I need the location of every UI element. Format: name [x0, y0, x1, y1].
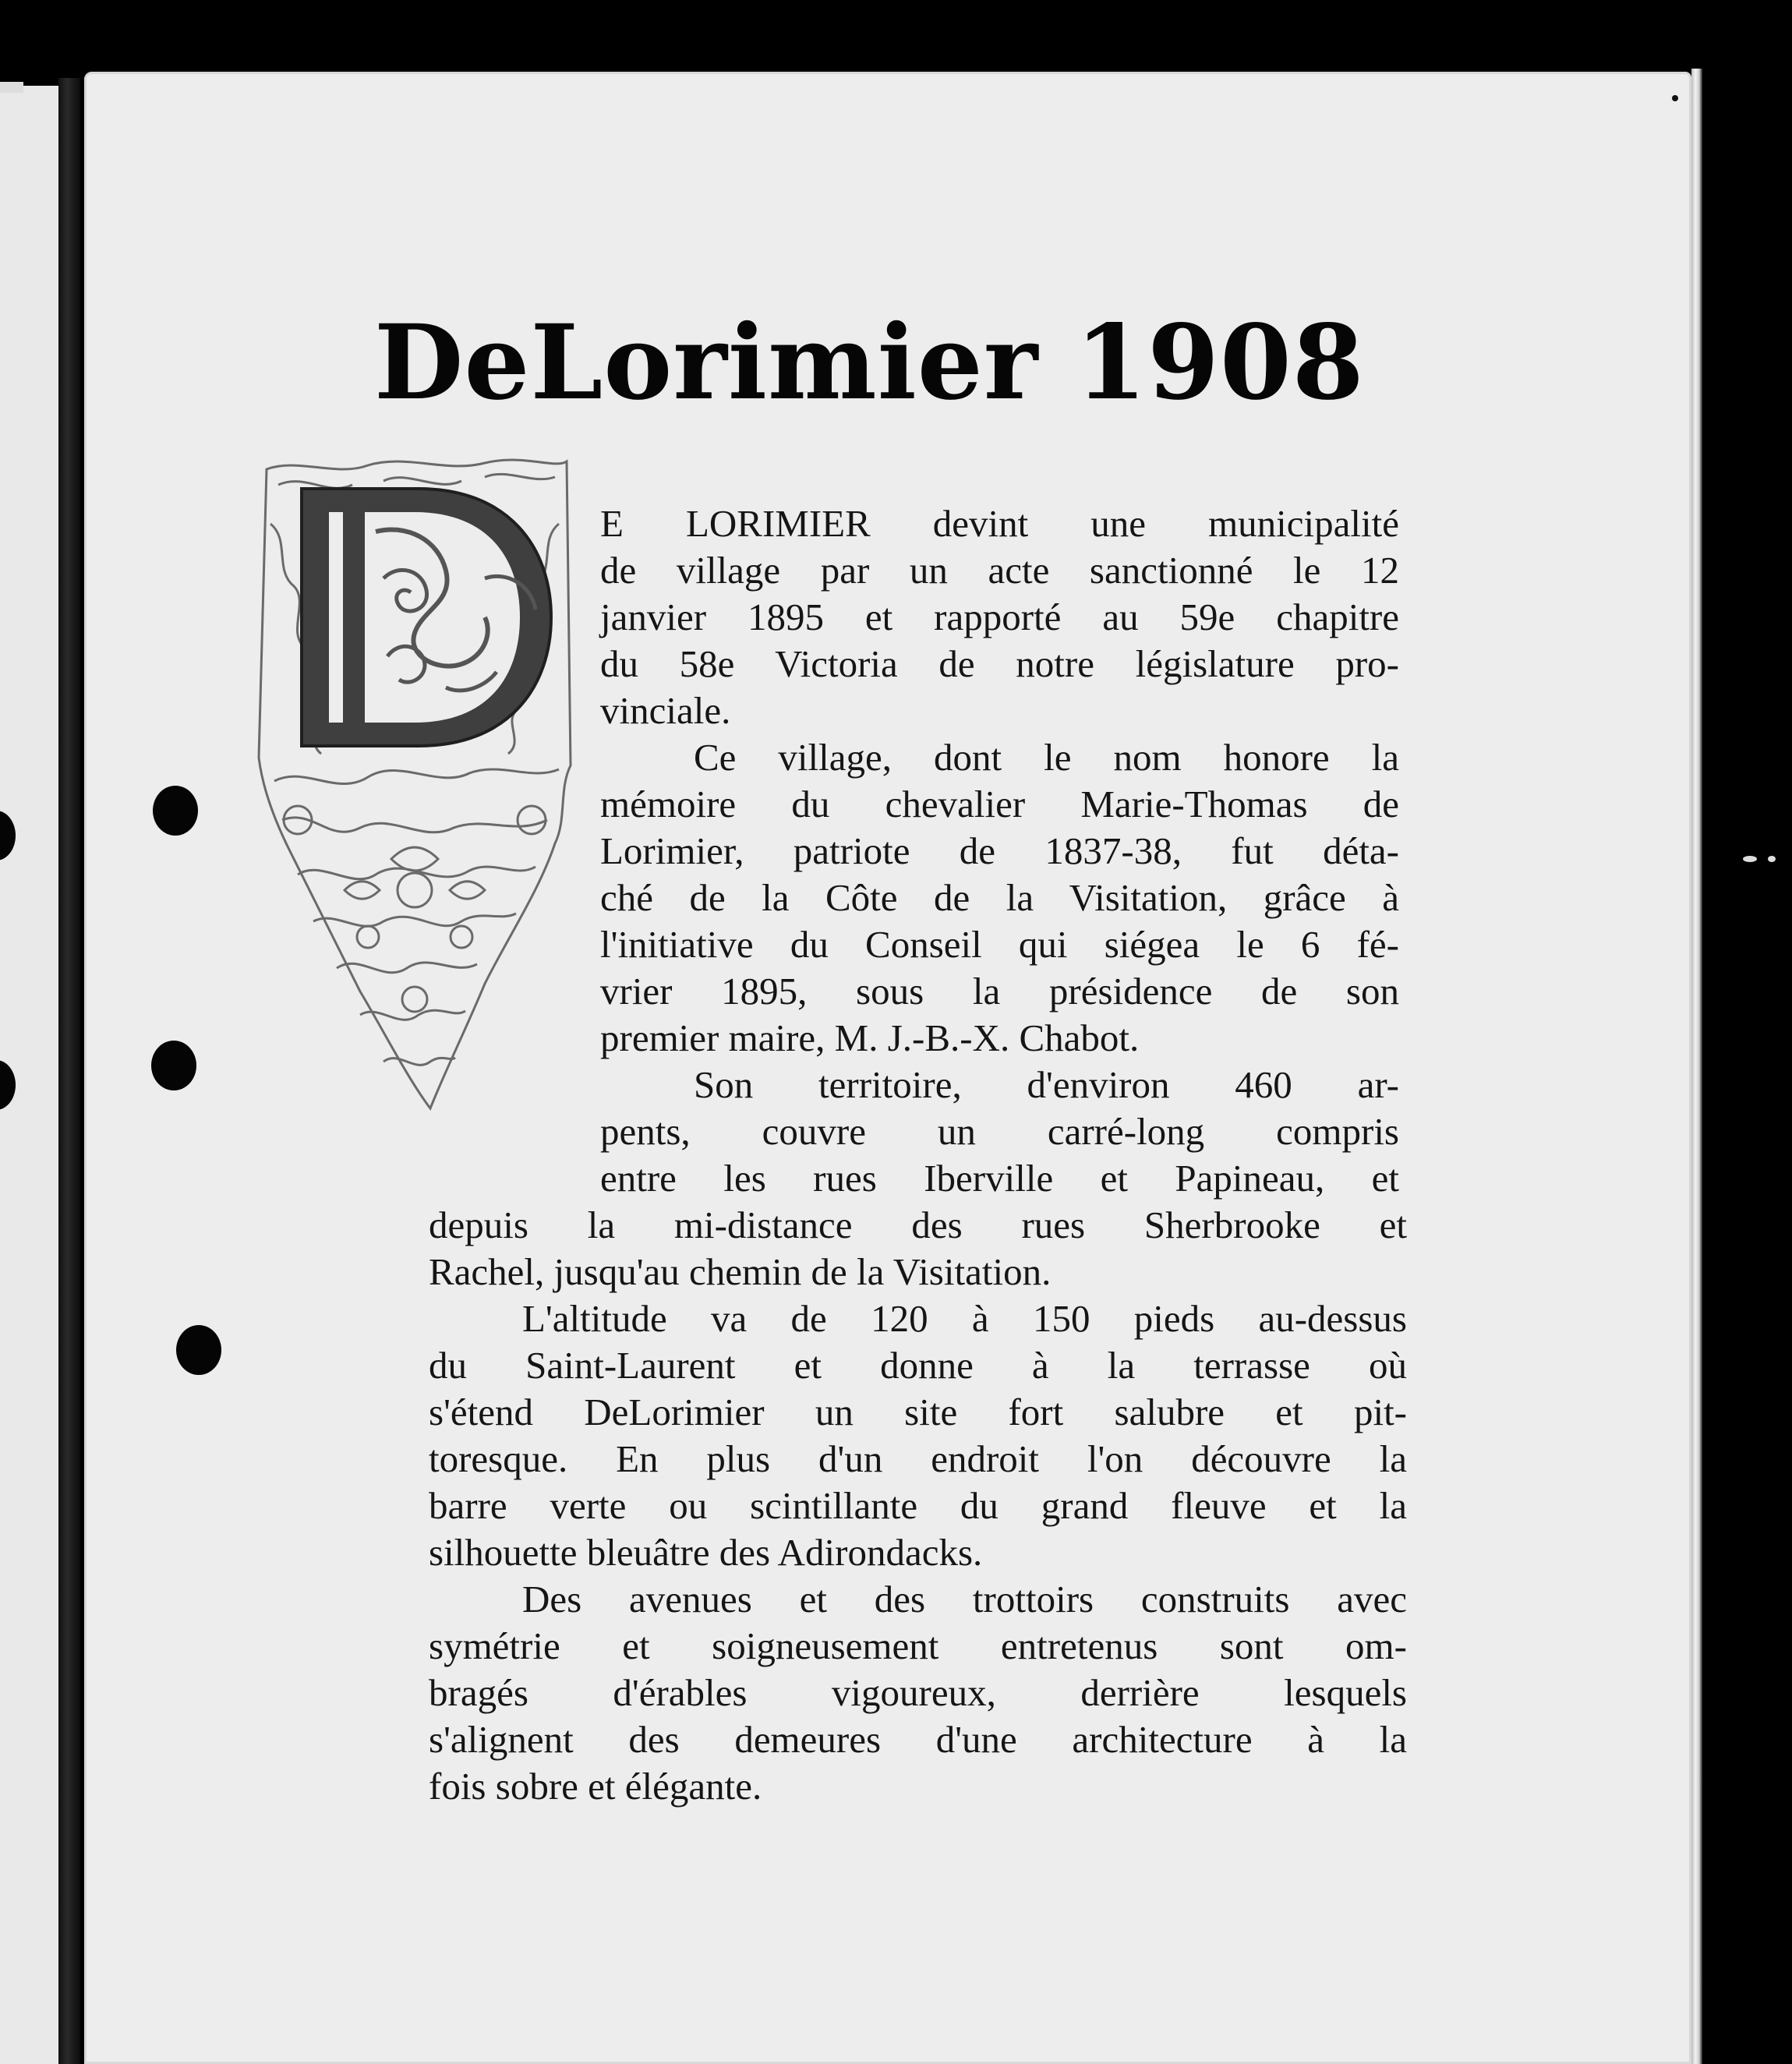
paragraph-4: [429, 1295, 1407, 1576]
text-line: Ce village, dont le nom honore la: [694, 736, 1399, 779]
text-line: Des avenues et des trottoirs construits avec: [522, 1578, 1407, 1620]
text-line: ché de la Côte de la Visitation, grâce à: [600, 876, 1399, 919]
page-title: DeLorimier 1908: [374, 302, 1365, 423]
text-line: du 58e Victoria de notre législature pro-: [600, 642, 1399, 685]
text-line: bragés d'érables vigoureux, derrière lesquels: [429, 1671, 1407, 1714]
ornamental-drop-cap-d: [251, 454, 578, 1116]
text-line: vinciale.: [600, 689, 731, 732]
paragraph-3: [600, 1062, 1399, 1202]
text-line: premier maire, M. J.-B.-X. Chabot.: [600, 1016, 1140, 1059]
edge-mark: [1768, 856, 1776, 862]
text-line: toresque. En plus d'un endroit l'on découvre la: [429, 1437, 1407, 1480]
text-line: barre verte ou scintillante du grand fleuve et la: [429, 1484, 1407, 1527]
text-line: E LORIMIER devint une municipalité: [600, 502, 1399, 545]
edge-mark: [1743, 856, 1757, 862]
text-line: l'initiative du Conseil qui siégea le 6 fé-: [600, 923, 1399, 966]
punch-hole: [176, 1325, 221, 1375]
paragraph-1: [600, 500, 1399, 734]
text-line: Son territoire, d'environ 460 ar-: [694, 1063, 1399, 1106]
punch-hole: [153, 786, 198, 836]
text-line: janvier 1895 et rapporté au 59e chapitre: [600, 596, 1399, 638]
text-line: pents, couvre un carré-long compris: [600, 1110, 1399, 1153]
page-gutter-shadow: [58, 78, 80, 2064]
page-speck: [1672, 95, 1678, 101]
text-line: depuis la mi-distance des rues Sherbrooke et: [429, 1203, 1407, 1246]
page-right-edge: [1691, 69, 1702, 2064]
text-line: entre les rues Iberville et Papineau, et: [600, 1157, 1399, 1200]
text-line: s'alignent des demeures d'une architecture à la: [429, 1718, 1407, 1761]
text-line: mémoire du chevalier Marie-Thomas de: [600, 783, 1399, 825]
paragraph-2: [600, 734, 1399, 1062]
text-line: Rachel, jusqu'au chemin de la Visitation.: [429, 1250, 1052, 1293]
text-line: L'altitude va de 120 à 150 pieds au-dessus: [522, 1297, 1407, 1340]
previous-page-mark: [0, 82, 23, 93]
paragraph-5: [429, 1576, 1407, 1810]
text-line: Lorimier, patriote de 1837-38, fut déta-: [600, 829, 1399, 872]
text-line: du Saint-Laurent et donne à la terrasse où: [429, 1344, 1407, 1387]
text-line: symétrie et soigneusement entretenus sont om-: [429, 1624, 1407, 1667]
text-line: s'étend DeLorimier un site fort salubre et pit-: [429, 1391, 1407, 1433]
text-line: vrier 1895, sous la présidence de son: [600, 970, 1399, 1013]
paragraph-3-continued: [429, 1202, 1407, 1295]
text-line: silhouette bleuâtre des Adirondacks.: [429, 1531, 983, 1574]
text-line: fois sobre et élégante.: [429, 1765, 762, 1808]
text-line: de village par un acte sanctionné le 12: [600, 549, 1399, 592]
punch-hole: [151, 1041, 196, 1090]
